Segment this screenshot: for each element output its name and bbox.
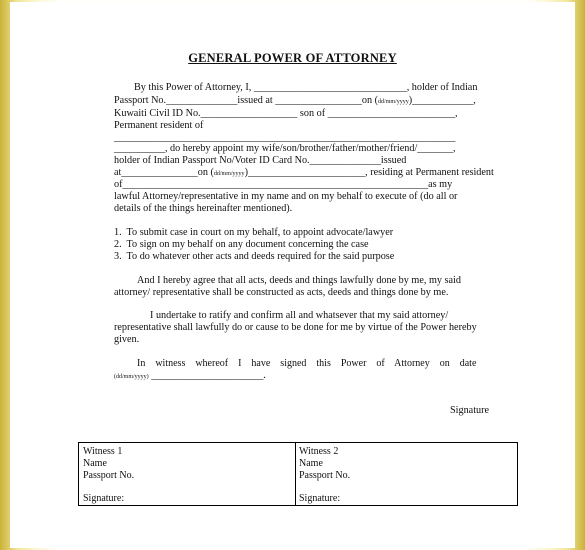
text-line: attorney/ representative shall be constructed as acts, deeds and things done by me. <box>114 287 449 298</box>
date-format-hint: dd/mm/yyyy <box>378 99 409 105</box>
document-title: GENERAL POWER OF ATTORNEY <box>188 51 397 65</box>
text-line: Permanent resident of <box>114 120 204 131</box>
date-format-hint: (dd/mm/yyyy) <box>114 374 149 380</box>
list-item: 2. To sign on my behalf on any document concerning the case <box>114 239 369 250</box>
witness-name-label: Name <box>83 458 107 469</box>
text-line: __________, do hereby appoint my wife/son/brother/father/mother/friend/_______, <box>114 143 456 154</box>
text-line: given. <box>114 334 140 345</box>
text-line <box>114 95 476 108</box>
text-line: I undertake to ratify and confirm all and whatsever that my said attorney/ <box>150 310 449 321</box>
witness-table <box>78 442 518 506</box>
document-page <box>10 2 575 548</box>
text-line: ___________________________________________________________________ <box>114 132 456 143</box>
text-line: Kuwaiti Civil ID No.___________________ son of _________________________, <box>114 108 458 119</box>
text-segment: at_______________on ( <box>114 167 214 178</box>
list-item: 1. To submit case in court on my behalf, to appoint advocate/lawyer <box>114 227 394 238</box>
witness-heading: Witness 1 <box>83 446 123 457</box>
signature-label: Signature <box>450 405 490 416</box>
witness-signature-label: Signature: <box>83 493 125 504</box>
witness-passport-label: Passport No. <box>83 470 135 481</box>
list-item: 3. To do whatever other acts and deeds required for the said purpose <box>114 251 395 262</box>
witness-1-cell <box>79 443 296 505</box>
text-line: of____________________________________________________________as my <box>114 179 453 190</box>
text-line: By this Power of Attorney, I, ______________________________, holder of Indian <box>134 82 478 93</box>
text-line: lawful Attorney/representative in my name and on my behalf to execute of (do all or <box>114 191 458 202</box>
date-format-hint: dd/mm/yyyy <box>213 171 245 177</box>
text-line: details of the things hereinafter mentioned). <box>114 203 293 214</box>
witness-name-label: Name <box>299 458 323 469</box>
witness-signature-label: Signature: <box>299 493 341 504</box>
text-segment: ______________________. <box>148 370 266 381</box>
witness-2-cell <box>296 443 516 505</box>
witness-passport-label: Passport No. <box>299 470 351 481</box>
text-line: representative shall lawfully do or cause to be done for me by virtue of the Power hereby <box>114 322 477 333</box>
text-line: holder of Indian Passport No/Voter ID Card No.______________issued <box>114 155 407 166</box>
text-line <box>114 370 266 383</box>
text-line: In witness whereof I have signed this Power of Attorney on date <box>137 358 477 369</box>
witness-heading: Witness 2 <box>299 446 339 457</box>
text-line: And I hereby agree that all acts, deeds and things lawfully done by me, my said <box>137 275 461 286</box>
text-segment: Passport No.______________issued at _________________on ( <box>114 95 379 106</box>
text-segment: )_______________________, residing at Permanent resident <box>244 167 494 178</box>
text-segment: )____________, <box>408 95 476 106</box>
